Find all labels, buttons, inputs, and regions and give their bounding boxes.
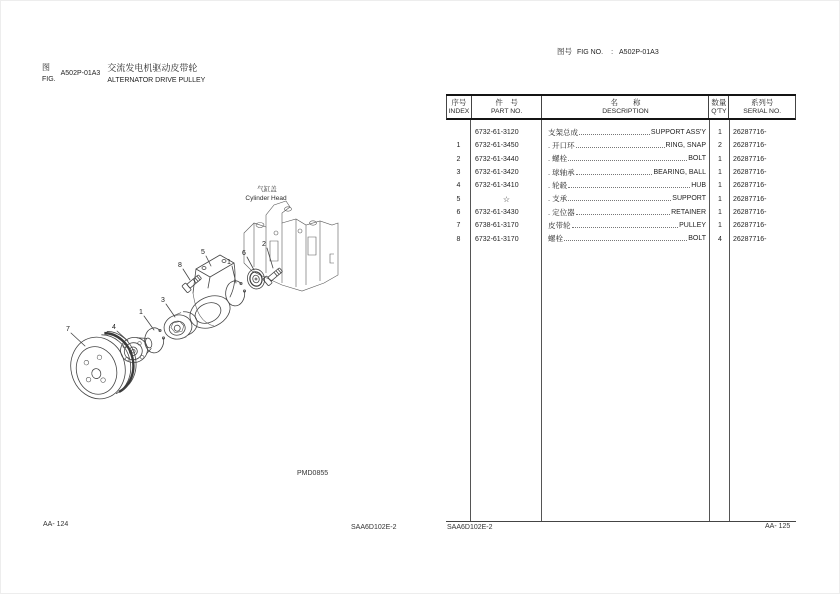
cell-index: 5	[456, 195, 461, 203]
cell-index: 7	[456, 222, 461, 230]
description-en: HUB	[691, 181, 706, 189]
clip-mark	[330, 254, 334, 263]
column-divider	[709, 120, 710, 521]
description-cn: . 球轴承	[548, 167, 575, 177]
callout-leader-lines	[71, 248, 273, 346]
fig-number: A502P-01A3	[60, 70, 101, 77]
column-header-part-no-en: PART NO.	[490, 108, 523, 115]
description-en: RETAINER	[671, 208, 706, 216]
column-header-part-no-cn: 件 号	[495, 98, 518, 107]
cell-part-no: 6732-61-3420	[475, 169, 519, 177]
cell-description	[542, 166, 710, 179]
dotted-leader	[568, 160, 687, 161]
cell-description	[542, 126, 710, 139]
column-header-serial-cn: 系列号	[750, 98, 774, 107]
cell-serial: 26287716-	[733, 155, 767, 163]
cell-index: 2	[456, 155, 461, 163]
cell-index: 4	[456, 182, 461, 190]
column-header-part-no	[472, 96, 543, 118]
cell-description	[542, 206, 710, 219]
cell-index: 3	[456, 169, 461, 177]
fig-label	[42, 62, 56, 86]
dotted-leader	[572, 227, 679, 228]
right-page-number: AA- 125	[765, 523, 791, 530]
table-row	[446, 232, 796, 245]
fig-no-separator: :	[611, 49, 614, 56]
fig-no-header	[557, 46, 659, 57]
cell-qty: 1	[718, 169, 722, 177]
dotted-leader	[579, 134, 650, 135]
cell-part-no: 6732-61-3170	[475, 235, 519, 243]
dotted-leader	[564, 240, 687, 241]
column-header-serial	[729, 96, 795, 118]
title-block	[42, 62, 205, 87]
description-cn: 皮带轮	[548, 220, 571, 230]
right-book-code: SAA6D102E-2	[447, 524, 493, 531]
description-en: SUPPORT	[672, 195, 706, 203]
table-row	[446, 126, 796, 139]
column-header-qty-en: Q'TY	[711, 108, 727, 115]
cell-qty: 1	[718, 195, 722, 203]
fig-no-label-cn: 图号	[557, 47, 572, 56]
fig-label-en: FIG.	[42, 76, 56, 83]
fig-no-value: A502P-01A3	[619, 49, 659, 56]
cell-part-no: 6732-61-3450	[475, 142, 519, 150]
cell-part-no: 6732-61-3410	[475, 182, 519, 190]
description-cn: . 螺栓	[548, 154, 568, 164]
table-row	[446, 179, 796, 192]
bolt-8-drawing	[182, 273, 203, 293]
table-row	[446, 206, 796, 219]
cell-description	[542, 219, 710, 232]
callout-4: 4	[112, 324, 116, 331]
description-en: SUPPORT ASS'Y	[650, 128, 706, 136]
description-en: BOLT	[688, 155, 706, 163]
parts-table-body	[446, 120, 796, 522]
column-header-description-en: DESCRIPTION	[602, 108, 649, 115]
description-en: RING, SNAP	[665, 142, 706, 150]
cell-qty: 2	[718, 142, 722, 150]
description-cn: . 轮毂	[548, 180, 568, 190]
cell-serial: 26287716-	[733, 222, 767, 230]
column-header-description-cn: 名 称	[610, 98, 641, 107]
cell-description	[542, 192, 710, 205]
cell-part-no: 6732-61-3430	[475, 208, 519, 216]
column-divider	[541, 120, 542, 521]
exploded-view-diagram	[30, 175, 340, 425]
table-row	[446, 192, 796, 205]
column-header-index	[447, 96, 472, 118]
cylinder-head-drawing	[244, 201, 338, 291]
cell-serial: 26287716-	[733, 195, 767, 203]
description-cn: . 支承	[548, 194, 568, 204]
page-title	[107, 62, 205, 87]
cell-index: 8	[456, 235, 461, 243]
cell-serial: 26287716-	[733, 208, 767, 216]
cell-qty: 1	[718, 208, 722, 216]
cell-index	[446, 126, 471, 139]
page-title-en: ALTERNATOR DRIVE PULLEY	[107, 77, 206, 84]
callout-8: 8	[178, 262, 182, 269]
table-row	[446, 153, 796, 166]
cell-part-no: 6732-61-3120	[475, 129, 519, 137]
callout-1-left: 1	[139, 309, 143, 316]
snap-ring-right-drawing	[226, 281, 246, 306]
dotted-leader	[568, 187, 690, 188]
callout-1-right: 1	[227, 259, 231, 266]
dotted-leader	[576, 214, 670, 215]
hub-drawing	[118, 333, 156, 366]
bearing-drawing	[161, 309, 199, 341]
left-book-code: SAA6D102E-2	[351, 524, 397, 531]
cell-part-no: 6738-61-3170	[475, 222, 519, 230]
cell-qty: 1	[718, 182, 722, 190]
description-cn: . 定位器	[548, 207, 575, 217]
cylinder-head-label-en: Cylinder Head	[245, 195, 287, 202]
dotted-leader	[576, 147, 665, 148]
cell-description	[542, 232, 710, 245]
column-header-description	[542, 96, 709, 118]
left-page-number: AA- 124	[43, 521, 69, 528]
cylinder-head-label-cn: 气缸盖	[257, 186, 277, 193]
fig-label-cn: 图	[42, 63, 50, 72]
cell-index: 6	[456, 208, 461, 216]
callout-6: 6	[242, 250, 246, 257]
cell-serial: 26287716-	[733, 129, 767, 137]
callout-3: 3	[161, 297, 165, 304]
description-cn: 支架总成	[548, 127, 578, 137]
table-row	[446, 139, 796, 152]
column-header-index-cn: 序号	[451, 98, 467, 107]
column-divider	[470, 120, 471, 521]
cell-description	[542, 179, 710, 192]
dotted-leader	[568, 200, 671, 201]
cell-description	[542, 139, 710, 152]
support-bracket-drawing	[185, 255, 236, 334]
description-en: BEARING, BALL	[653, 168, 706, 176]
parts-table-header	[446, 96, 796, 120]
description-en: PULLEY	[679, 221, 706, 229]
callout-5: 5	[201, 249, 205, 256]
callout-2: 2	[262, 241, 266, 248]
column-header-qty	[709, 96, 729, 118]
description-en: BOLT	[688, 235, 706, 243]
cell-qty: 1	[718, 129, 722, 137]
cell-description	[542, 153, 710, 166]
cell-serial: 26287716-	[733, 235, 767, 243]
cell-serial: 26287716-	[733, 169, 767, 177]
column-header-qty-cn: 数量	[711, 98, 727, 107]
cell-part-no: 6732-61-3440	[475, 155, 519, 163]
table-row	[446, 219, 796, 232]
cell-qty: 1	[718, 222, 722, 230]
parts-table	[446, 94, 796, 522]
column-header-index-en: INDEX	[448, 108, 470, 115]
cell-serial: 26287716-	[733, 142, 767, 150]
cell-index: 1	[456, 142, 461, 150]
cell-part-no-star: ☆	[502, 194, 511, 204]
column-header-serial-en: SERIAL NO.	[743, 108, 782, 115]
description-cn: 螺栓	[548, 234, 563, 244]
callout-7: 7	[66, 326, 70, 333]
table-row	[446, 166, 796, 179]
cell-serial: 26287716-	[733, 182, 767, 190]
description-cn: . 开口环	[548, 141, 575, 151]
drawing-number: PMD0855	[297, 470, 329, 477]
fig-no-label-en: FIG NO.	[577, 49, 604, 56]
cell-qty: 1	[718, 155, 722, 163]
cell-qty: 4	[718, 235, 722, 243]
page-title-cn: 交流发电机驱动皮带轮	[107, 63, 198, 73]
dotted-leader	[576, 174, 653, 175]
column-divider	[729, 120, 730, 521]
